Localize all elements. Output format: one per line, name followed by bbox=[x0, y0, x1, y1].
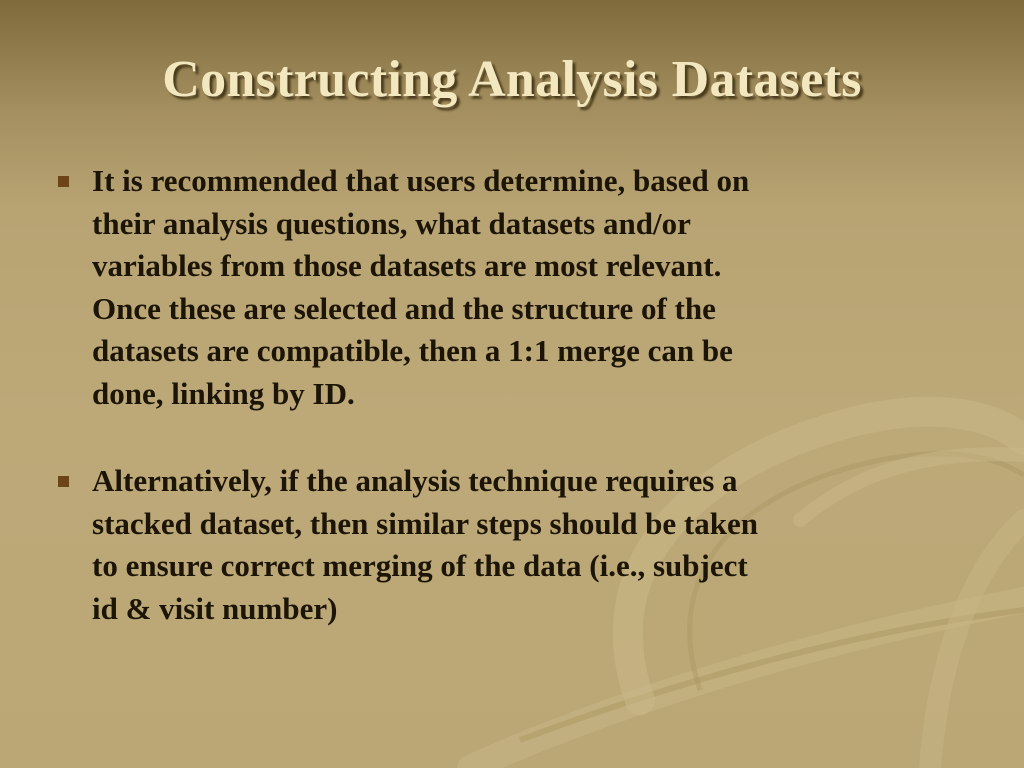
bullet-line: id & visit number) bbox=[92, 590, 338, 626]
bullet-item bbox=[56, 160, 956, 415]
bullet-line: done, linking by ID. bbox=[92, 375, 355, 411]
square-bullet-icon bbox=[58, 476, 69, 487]
bullet-line: stacked dataset, then similar steps should be taken bbox=[92, 505, 759, 541]
bullet-line: datasets are compatible, then a 1:1 merge can be bbox=[92, 333, 733, 368]
bullet-line: variables from those datasets are most relevant. bbox=[92, 248, 722, 283]
bullet-item bbox=[56, 460, 956, 630]
slide-title: Constructing Analysis Datasets bbox=[162, 51, 862, 108]
bullet-line: Once these are selected and the structure of the bbox=[92, 290, 716, 326]
bullet-list bbox=[56, 160, 956, 630]
bullet-line: Alternatively, if the analysis technique requires a bbox=[92, 463, 738, 498]
bullet-line: their analysis questions, what datasets and/or bbox=[92, 205, 691, 241]
bullet-line: It is recommended that users determine, based on bbox=[92, 163, 750, 198]
bullet-line: to ensure correct merging of the data (i.e., subject bbox=[92, 548, 748, 583]
square-bullet-icon bbox=[58, 176, 69, 187]
